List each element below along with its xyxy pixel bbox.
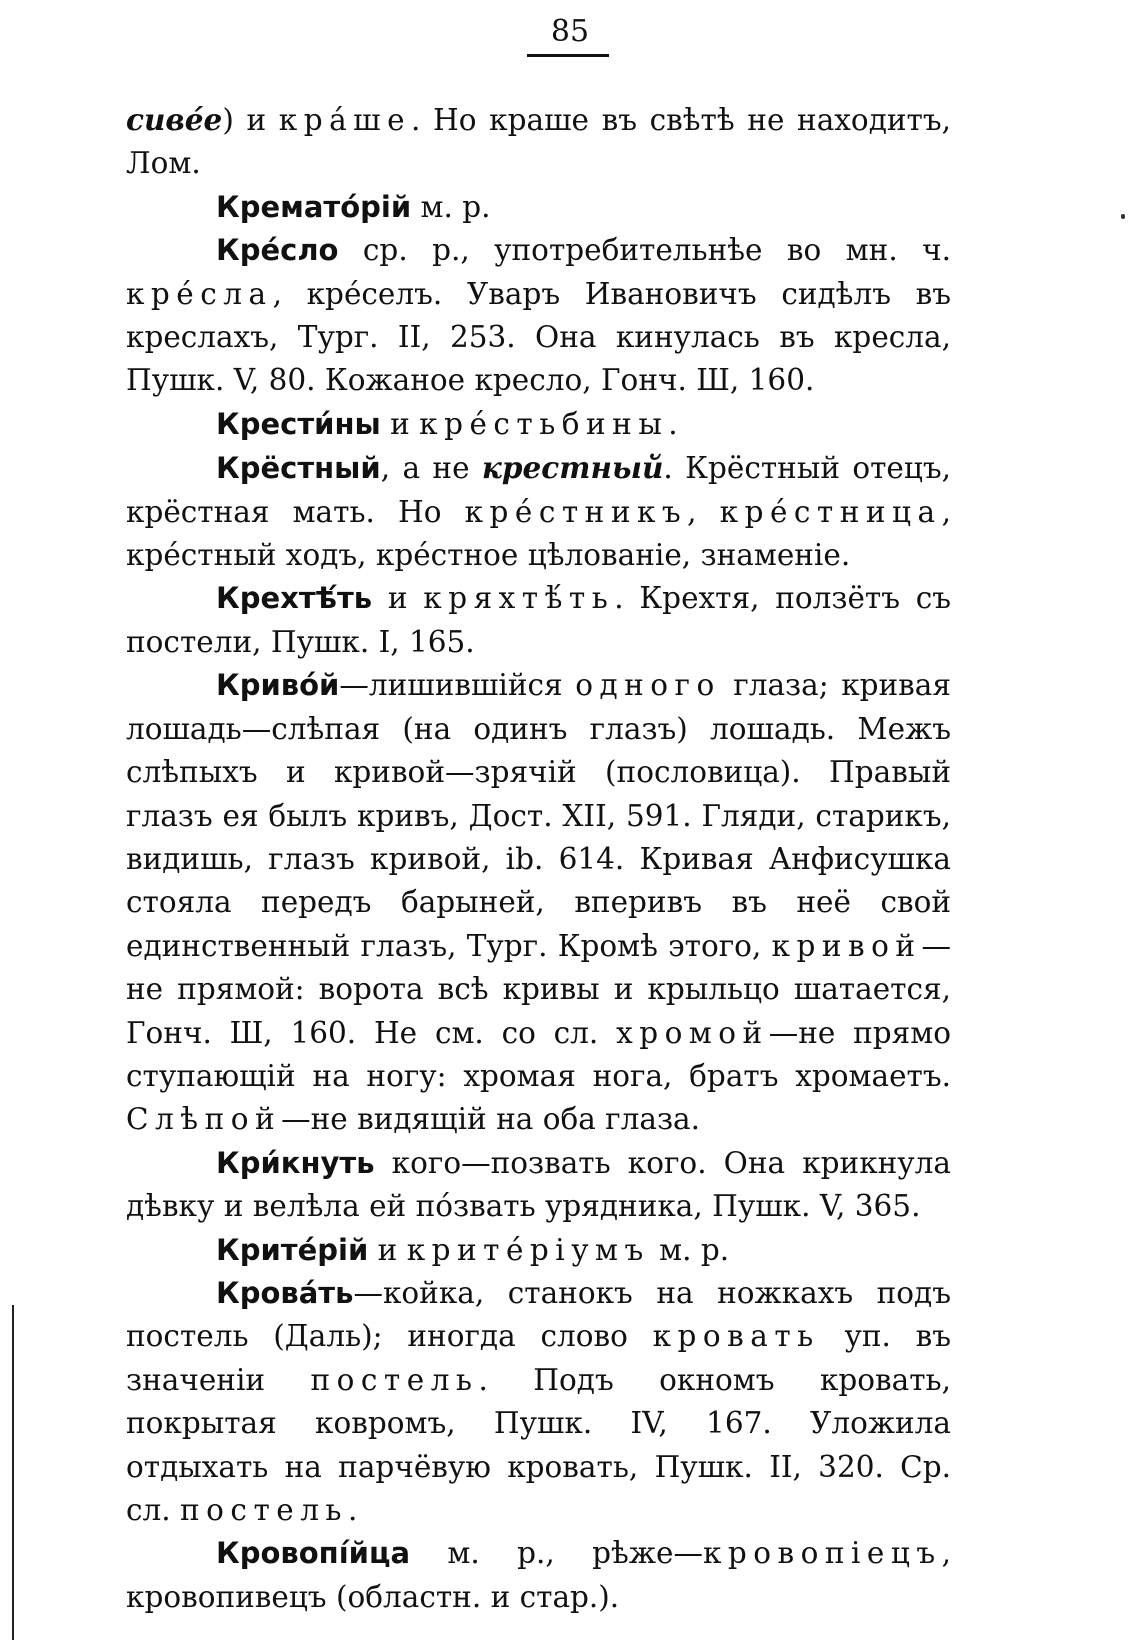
spaced-word: критéріумъ (406, 1232, 650, 1267)
dictionary-entry (126, 403, 951, 446)
dictionary-entry (126, 186, 951, 229)
spaced-word: хромой (616, 1015, 769, 1050)
spaced-word: постель (180, 1493, 348, 1527)
spaced-word: кровать (652, 1319, 820, 1354)
entry-text: . Подъ окномъ кровать, покрытая ковромъ, Пушк. IV, 167. Уложила отдыхать на парчёвую кровать, Пушк. II, 320. Ср. сл. (126, 1362, 951, 1527)
entry-text: , а не (380, 451, 482, 486)
headword: Крехтѣ́ть (216, 581, 373, 616)
entry-text: . Но краше въ свѣтѣ не находитъ, Лом. (126, 103, 951, 181)
entry-text: и (368, 1232, 407, 1267)
entry-text: глаза; кривая лошадь—слѣпая (на одинъ глазъ) лошадь. Межъ слѣпыхъ и кривой—зрячій (пословица). Правый глазъ ея былъ кривъ, Дост. XII, 591. Гляди, старикъ, видишь, глазъ кривой, ib. 614. Кривая Анфисушка стояла передъ барыней, вперивъ въ неё свой единственный глазъ, Тург. Кромѣ этого, (126, 668, 951, 963)
italic-word: сиве́е (126, 102, 223, 137)
entry-text: —не прямо ступающій на ногу: хромая нога, братъ хромаетъ. (126, 1015, 951, 1093)
spaced-word: одного (575, 668, 721, 703)
entry-text: . (668, 406, 678, 441)
entry-text: ср. р., употребительнѣе во мн. ч. (338, 233, 951, 268)
headword: Кровопíйца (216, 1536, 411, 1571)
dictionary-entry (126, 229, 951, 403)
entry-text: ) и (222, 103, 279, 137)
headword: Крёстный (216, 451, 381, 486)
headword: Крематóрій (216, 189, 412, 224)
dictionary-text (126, 98, 951, 1619)
headword: Крéсло (216, 233, 339, 268)
dictionary-entry (126, 577, 951, 664)
dictionary-entry (126, 1272, 951, 1532)
entry-text: и (380, 406, 420, 441)
entry-text: , (687, 494, 720, 529)
entry-text: —не видящій на оба глаза. (281, 1102, 701, 1137)
spaced-word: крéстница (719, 494, 942, 529)
entry-text: —не прямой: ворота всѣ кривы и крыльцо шатается, Гонч. Ш, 160. Не см. со сл. (126, 928, 951, 1050)
entry-text: . Крёстный отецъ, крёстная мать. Но (126, 451, 952, 529)
entry-text: —койка, станокъ на ножкахъ подъ постель (Даль); иногда слово (126, 1275, 951, 1354)
entry-text: и (372, 581, 424, 616)
dictionary-entry (126, 98, 951, 186)
spaced-word: крéстникъ (464, 494, 688, 529)
spaced-word: Слѣпой (126, 1102, 282, 1137)
dictionary-entry (126, 664, 951, 1141)
entry-text: кого—позвать кого. Она крикнула дѣвку и велѣла ей пóзвать урядника, Пушк. V, 365. (126, 1145, 951, 1224)
entry-text: . (347, 1493, 358, 1527)
headword: Крести́ны (216, 406, 381, 441)
spaced-word: кра́ше (278, 103, 412, 137)
spaced-word: кряхтѣ́ть (423, 581, 615, 616)
entry-text: , крéселъ. Уваръ Ивановичъ сидѣлъ въ креслахъ, Тург. II, 253. Она кинулась въ кресла, Пушк. V, 80. Кожаное кресло, Гонч. Ш, 160. (126, 276, 951, 398)
entry-text: уп. въ значеніи (126, 1319, 952, 1397)
headword: Кривóй (216, 668, 340, 703)
entry-text: , крéстный ходъ, крéстное цѣлованіе, знаменіе. (126, 494, 951, 573)
headword: Кри́кнуть (216, 1145, 375, 1180)
headword: Критéрій (216, 1232, 369, 1267)
italic-word: крестный (481, 450, 664, 486)
dictionary-entry (126, 446, 951, 577)
dictionary-entry (126, 1229, 951, 1272)
entry-text: м. р. (649, 1232, 730, 1267)
entry-text: м. р., рѣже— (410, 1536, 703, 1571)
scan-speck (1121, 214, 1125, 219)
page-number-rule (527, 54, 609, 57)
spaced-word: крéсла (126, 276, 273, 311)
spaced-word: постель (310, 1362, 479, 1397)
spaced-word: крéстьбины (419, 406, 669, 441)
entry-text: —лишившійся (339, 668, 576, 703)
page-number: 85 (550, 14, 590, 49)
scan-margin-line (12, 1305, 14, 1640)
dictionary-entry (126, 1532, 951, 1619)
entry-text: , кровопивецъ (областн. и стар.). (126, 1536, 951, 1614)
entry-text: м. р. (411, 189, 491, 224)
headword: Крова́ть (216, 1275, 354, 1310)
entry-text: . Крехтя, ползётъ съ постели, Пушк. I, 165. (126, 581, 952, 659)
dictionary-entry (126, 1142, 951, 1229)
spaced-word: кривой (771, 928, 922, 963)
spaced-word: кровопіецъ (702, 1536, 942, 1571)
